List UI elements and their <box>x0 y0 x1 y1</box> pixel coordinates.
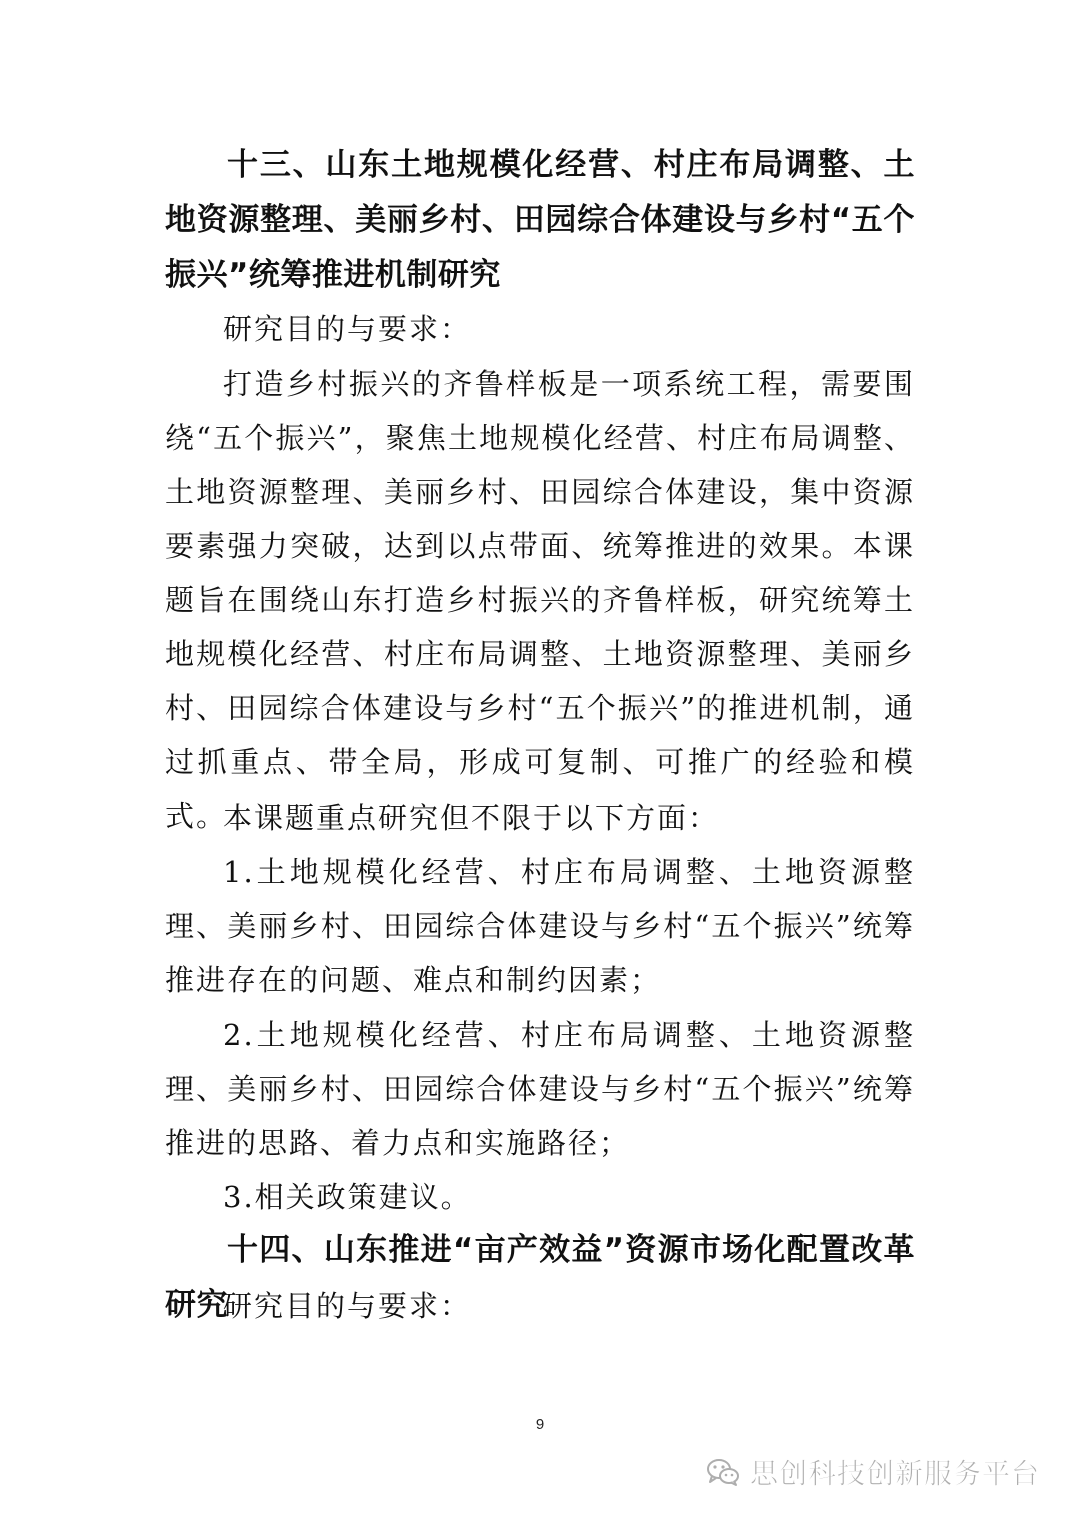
section-13-item-1: 1.土地规模化经营、村庄布局调整、土地资源整理、美丽乡村、田园综合体建设与乡村“五个振兴”统筹推进存在的问题、难点和制约因素； <box>165 855 915 997</box>
section-13-item-3: 3.相关政策建议。 <box>223 1180 472 1214</box>
page-number: 9 <box>535 1416 545 1433</box>
section-13-requirements-label: 研究目的与要求： <box>223 312 472 346</box>
section-14-heading: 十四、山东推进“亩产效益”资源市场化配置改革研究 <box>165 1232 915 1323</box>
section-13-heading: 十三、山东土地规模化经营、村庄布局调整、土地资源整理、美丽乡村、田园综合体建设与乡村“五个振兴”统筹推进机制研究 <box>165 147 915 293</box>
wechat-icon <box>706 1457 740 1487</box>
watermark-text: 思创科技创新服务平台 <box>749 1457 1040 1490</box>
section-14-requirements-label: 研究目的与要求： <box>223 1289 472 1323</box>
section-13-focus-intro: 本课题重点研究但不限于以下方面： <box>223 801 720 835</box>
watermark <box>706 1452 1040 1492</box>
section-13-body: 打造乡村振兴的齐鲁样板是一项系统工程，需要围绕“五个振兴”，聚焦土地规模化经营、村庄布局调整、土地资源整理、美丽乡村、田园综合体建设，集中资源要素强力突破，达到以点带面、统筹推进的效果。本课题旨在围绕山东打造乡村振兴的齐鲁样板，研究统筹土地规模化经营、村庄布局调整、土地资源整理、美丽乡村、田园综合体建设与乡村“五个振兴”的推进机制，通过抓重点、带全局，形成可复制、可推广的经验和模式。 <box>165 367 915 833</box>
section-13-item-2: 2.土地规模化经营、村庄布局调整、土地资源整理、美丽乡村、田园综合体建设与乡村“五个振兴”统筹推进的思路、着力点和实施路径； <box>165 1018 915 1160</box>
